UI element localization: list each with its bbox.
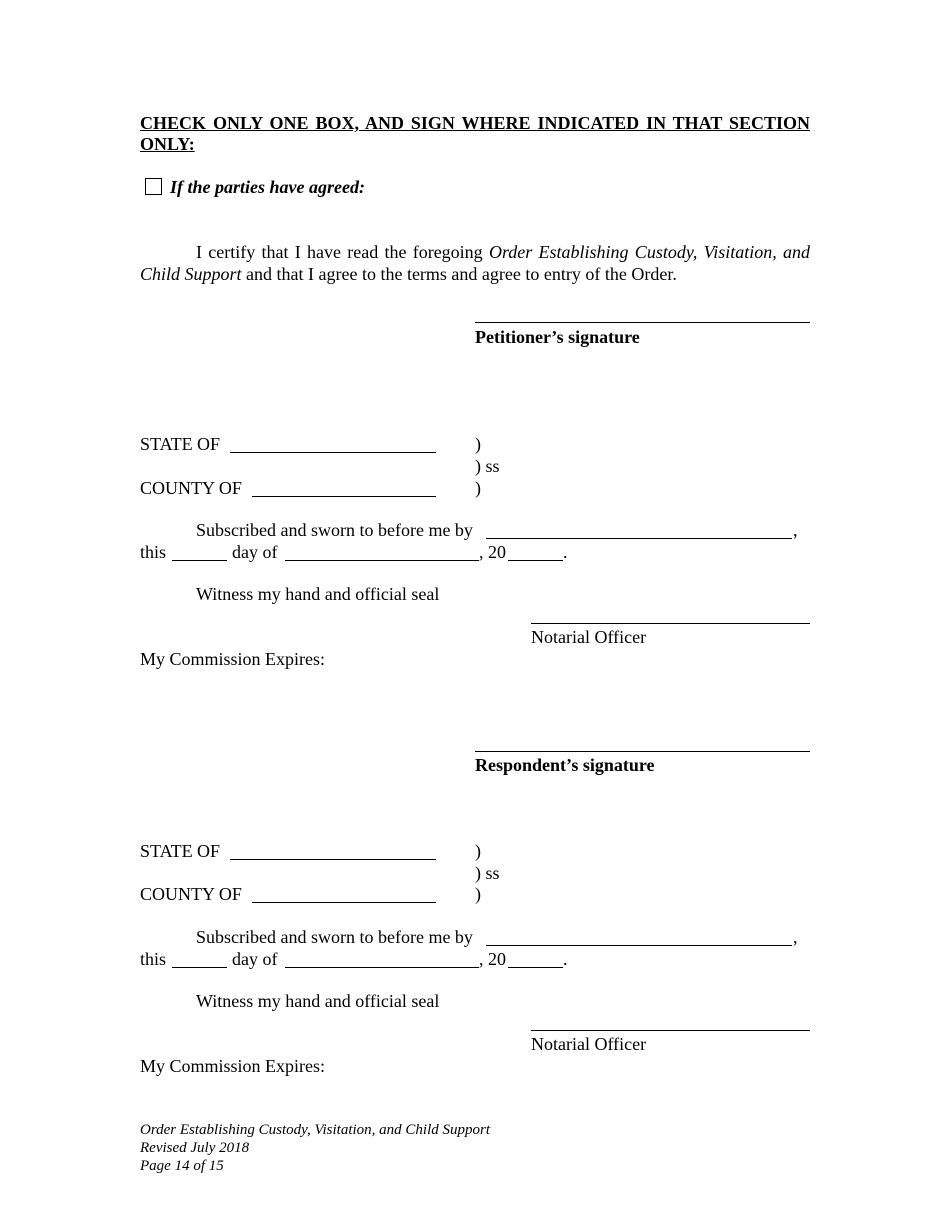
petitioner-notary-signature-line[interactable] — [531, 623, 810, 624]
respondent-county-blank[interactable] — [252, 902, 436, 903]
footer-revision: Revised July 2018 — [140, 1140, 250, 1156]
petitioner-day-blank[interactable] — [172, 560, 227, 561]
respondent-year-blank[interactable] — [508, 967, 563, 968]
petitioner-paren-2: ) — [475, 478, 481, 498]
respondent-state-label: STATE OF — [140, 841, 221, 861]
petitioner-comma: , — [793, 520, 798, 540]
petitioner-paren-1: ) — [475, 434, 481, 454]
respondent-paren-2: ) — [475, 884, 481, 904]
petitioner-day-of: day of — [232, 542, 278, 562]
respondent-subscribed-text: Subscribed and sworn to before me by — [196, 927, 473, 947]
petitioner-subscribed-text: Subscribed and sworn to before me by — [196, 520, 473, 540]
respondent-period: . — [563, 949, 568, 969]
section-heading: CHECK ONLY ONE BOX, AND SIGN WHERE INDICATED IN THAT SECTION ONLY: — [140, 113, 810, 154]
order-title: Order Establishing Custody, Visitation, and Child Support — [140, 242, 811, 284]
petitioner-ss: ) ss — [475, 456, 500, 476]
respondent-notary-signature-line[interactable] — [531, 1030, 810, 1031]
respondent-county-label: COUNTY OF — [140, 884, 242, 904]
respondent-signature-line[interactable] — [475, 751, 810, 752]
petitioner-county-label: COUNTY OF — [140, 478, 242, 498]
petitioner-state-blank[interactable] — [230, 452, 436, 453]
respondent-ss: ) ss — [475, 863, 500, 883]
petitioner-signature-label: Petitioner’s signature — [475, 327, 640, 347]
respondent-state-blank[interactable] — [230, 859, 436, 860]
certification-paragraph: I certify that I have read the foregoing Order Establishing Custody, Visitation, and Child Support and that I agree to the terms and agree to entry of the Order. — [140, 242, 811, 284]
petitioner-state-label: STATE OF — [140, 434, 221, 454]
petitioner-year-blank[interactable] — [508, 560, 563, 561]
petitioner-notarial-officer: Notarial Officer — [531, 627, 647, 647]
respondent-comma: , — [793, 927, 798, 947]
footer-page-number: Page 14 of 15 — [140, 1158, 224, 1174]
respondent-paren-1: ) — [475, 841, 481, 861]
petitioner-year-prefix: , 20 — [479, 542, 506, 562]
respondent-day-of: day of — [232, 949, 278, 969]
petitioner-period: . — [563, 542, 568, 562]
petitioner-signature-line[interactable] — [475, 322, 810, 323]
petitioner-this-label: this — [140, 542, 167, 562]
petitioner-affiant-blank[interactable] — [486, 538, 792, 539]
respondent-signature-label: Respondent’s signature — [475, 755, 655, 775]
respondent-this-label: this — [140, 949, 167, 969]
respondent-affiant-blank[interactable] — [486, 945, 792, 946]
petitioner-county-blank[interactable] — [252, 496, 436, 497]
respondent-notarial-officer: Notarial Officer — [531, 1034, 647, 1054]
agreed-option-label: If the parties have agreed: — [170, 177, 365, 197]
petitioner-commission-expires: My Commission Expires: — [140, 649, 326, 669]
respondent-day-blank[interactable] — [172, 967, 227, 968]
petitioner-witness-text: Witness my hand and official seal — [196, 584, 440, 604]
respondent-witness-text: Witness my hand and official seal — [196, 991, 440, 1011]
respondent-month-blank[interactable] — [285, 967, 479, 968]
respondent-commission-expires: My Commission Expires: — [140, 1056, 326, 1076]
footer-document-title: Order Establishing Custody, Visitation, and Child Support — [140, 1122, 491, 1138]
agreed-checkbox[interactable] — [145, 178, 162, 195]
respondent-year-prefix: , 20 — [479, 949, 506, 969]
petitioner-month-blank[interactable] — [285, 560, 479, 561]
